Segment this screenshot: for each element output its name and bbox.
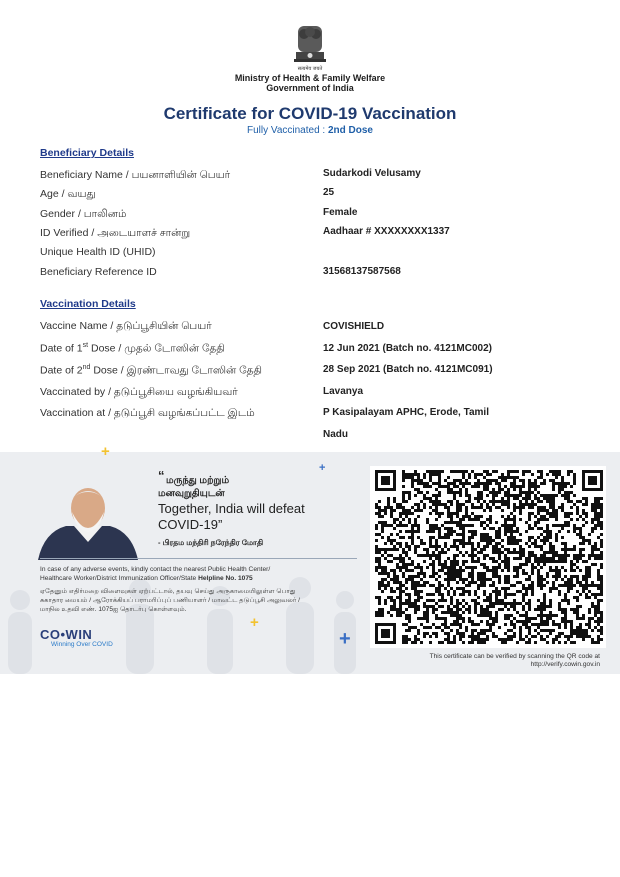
qr-code [370,466,606,648]
verify-url[interactable]: http://verify.cowin.gov.in [530,661,600,668]
vaccination-section-title: Vaccination Details [40,298,136,310]
qr-code-icon [370,466,606,648]
helpline-text-line1: In case of any adverse events, kindly contact the nearest Public Health Center/ [40,566,271,573]
dose1-label-pre: Date of 1 [40,342,83,355]
plus-icon: + [339,628,351,650]
emblem-motto: सत्यमेव जयते [297,66,323,72]
dose2-label-post: Dose / இரண்டாவது டோஸின் தேதி [90,364,262,377]
age-value: 25 [323,187,335,198]
status-dose: 2nd Dose [327,125,373,136]
dose1-date-label [40,342,225,356]
ministry-name: Ministry of Health & Family Welfare [234,73,386,83]
plus-icon: + [319,462,326,474]
tamil-helpline-line3: மாநில உதவி எண். 1075ஐ தொடர்பு கொள்ளவும். [40,606,187,613]
gender-label: Gender / பாலினம் [40,208,127,220]
reference-id-value: 31568137587568 [323,266,401,277]
helpline-text-pre: Healthcare Worker/District Immunization Officer/State [40,575,199,582]
quote-english-line2: COVID-19” [158,517,223,532]
age-label: Age / வயது [40,188,96,200]
reference-id-label: Beneficiary Reference ID [40,266,157,278]
government-name: Government of India [266,83,354,93]
dose1-label-post: Dose / முதல் டோஸின் தேதி [88,342,225,355]
tamil-helpline-line1: ஏதேனும் எதிர்மறை விளைவுகள் ஏற்பட்டால், தயவு செய்து அருகாமையிலுள்ள பொது [40,588,296,595]
dose2-date-value: 28 Sep 2021 (Batch no. 4121MC091) [323,364,493,375]
verify-text-line1: This certificate can be verified by scanning the QR code at [429,653,600,660]
quote-english-line1: Together, India will defeat [158,501,305,516]
id-verified-label: ID Verified / அடையாளச் சான்று [40,227,191,239]
beneficiary-name-value: Sudarkodi Velusamy [323,168,421,179]
dose1-date-value: 12 Jun 2021 (Batch no. 4121MC002) [323,343,492,354]
quote-tamil-line1: மருந்து மற்றும் [166,475,230,486]
panel-divider [40,558,357,559]
vaccination-at-value-line1: P Kasipalayam APHC, Erode, Tamil [323,407,489,418]
plus-icon: + [101,443,110,460]
quote-tamil-line2: மனவுறுதியுடன் [158,488,225,499]
beneficiary-section-title: Beneficiary Details [40,147,134,159]
gender-value: Female [323,207,358,218]
vaccinated-by-value: Lavanya [323,386,364,397]
vaccination-at-label: Vaccination at / தடுப்பூசி வழங்கப்பட்ட இடம் [40,407,255,419]
dose2-date-label [40,364,262,378]
beneficiary-name-label: Beneficiary Name / பயனாளியின் பெயர் [40,169,231,181]
cowin-tagline: Winning Over COVID [51,641,113,648]
vaccine-name-value: COVISHIELD [323,321,385,332]
vaccine-name-label: Vaccine Name / தடுப்பூசியின் பெயர் [40,320,212,332]
quote-open-mark: “ [158,468,165,483]
uhid-label: Unique Health ID (UHID) [40,246,156,258]
page-title: Certificate for COVID-19 Vaccination [163,104,457,123]
dose2-label-sup: nd [82,364,91,371]
cowin-logo: CO•WIN [40,627,93,642]
vaccinated-by-label: Vaccinated by / தடுப்பூசியை வழங்கியவர் [40,386,238,398]
prime-minister-photo [38,482,138,560]
helpline-text-line2 [40,575,253,582]
national-emblem-icon [288,24,332,72]
helpline-number: Helpline No. 1075 [198,575,253,582]
plus-icon: + [250,614,259,631]
id-verified-value: Aadhaar # XXXXXXXX1337 [323,226,450,237]
tamil-helpline-line2: சுகாதார மையம் / ஆரோக்கியப் பராமரிப்புப் பணியாளர் / மாவட்ட தடுப்பூசி அலுவலர் / [40,597,300,604]
status-prefix: Fully Vaccinated : [247,125,328,136]
dose2-label-pre: Date of 2 [40,364,83,377]
dose1-label-sup: st [82,342,89,349]
quote-attribution: - பிரதம மந்திரி நரேந்திர மோதி [158,538,264,547]
vaccination-status [0,125,620,136]
vaccination-at-value-line2: Nadu [323,429,348,440]
